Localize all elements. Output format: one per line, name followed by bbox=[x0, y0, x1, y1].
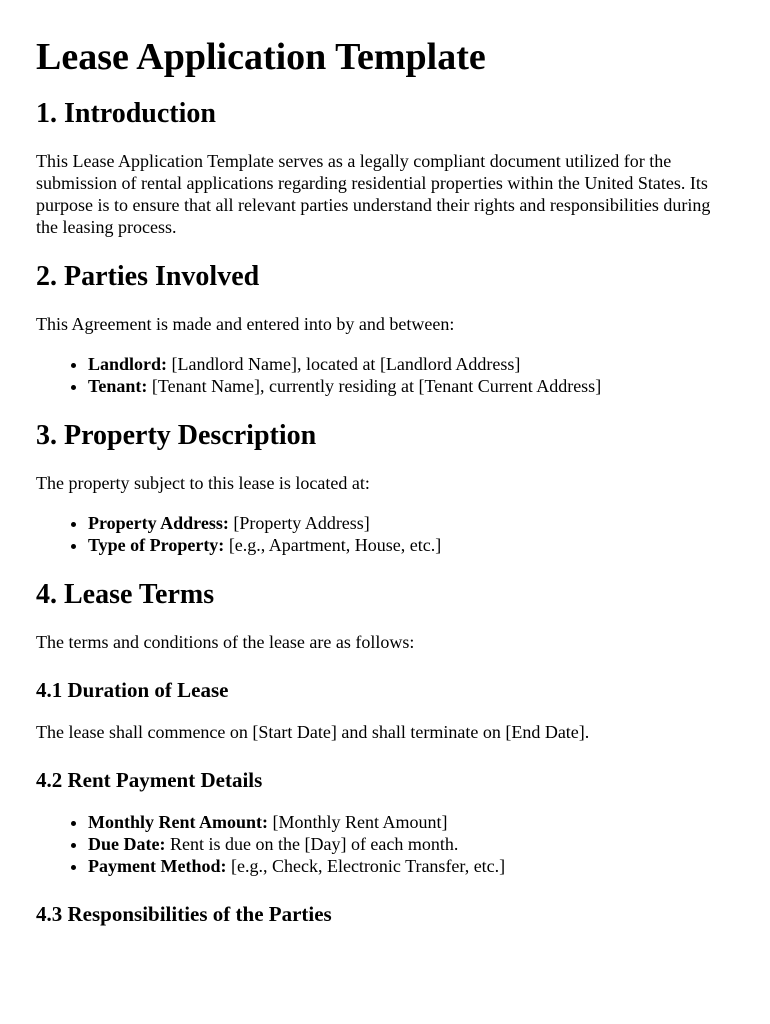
list-item-property-type bbox=[88, 534, 734, 556]
rent-list bbox=[36, 811, 734, 877]
payment-method-label: Payment Method: bbox=[88, 856, 227, 876]
introduction-paragraph: This Lease Application Template serves as a legally compliant document utilized for the submission of rental applications regarding residential properties within the United States. Its purpose is to ensure that all relevant parties understand their rights and responsibilities during the leasing process. bbox=[36, 151, 711, 237]
landlord-value: [Landlord Name], located at [Landlord Address] bbox=[167, 354, 521, 374]
list-item-payment-method bbox=[88, 855, 734, 877]
property-address-value: [Property Address] bbox=[228, 513, 370, 533]
landlord-label: Landlord: bbox=[88, 354, 168, 374]
subsection-heading-duration: 4.1 Duration of Lease bbox=[36, 678, 229, 702]
parties-list bbox=[36, 353, 734, 397]
subsection-heading-rent: 4.2 Rent Payment Details bbox=[36, 768, 263, 792]
lease-terms-paragraph: The terms and conditions of the lease are as follows: bbox=[36, 632, 415, 652]
section-heading-introduction: 1. Introduction bbox=[36, 98, 216, 129]
property-paragraph: The property subject to this lease is located at: bbox=[36, 473, 370, 493]
list-item-property-address bbox=[88, 512, 734, 534]
property-type-label: Type of Property: bbox=[88, 535, 225, 555]
parties-paragraph: This Agreement is made and entered into by and between: bbox=[36, 314, 455, 334]
section-heading-lease-terms: 4. Lease Terms bbox=[36, 579, 215, 610]
tenant-label: Tenant: bbox=[88, 376, 148, 396]
list-item-monthly-rent bbox=[88, 811, 734, 833]
list-item-due-date bbox=[88, 833, 734, 855]
tenant-value: [Tenant Name], currently residing at [Tenant Current Address] bbox=[147, 376, 602, 396]
due-date-value: Rent is due on the [Day] of each month. bbox=[165, 834, 459, 854]
list-item-landlord bbox=[88, 353, 734, 375]
duration-paragraph: The lease shall commence on [Start Date] and shall terminate on [End Date]. bbox=[36, 722, 590, 742]
due-date-label: Due Date: bbox=[88, 834, 166, 854]
monthly-rent-value: [Monthly Rent Amount] bbox=[268, 812, 448, 832]
document-title: Lease Application Template bbox=[36, 36, 486, 78]
list-item-tenant bbox=[88, 375, 734, 397]
property-list bbox=[36, 512, 734, 556]
section-heading-parties: 2. Parties Involved bbox=[36, 261, 260, 292]
property-address-label: Property Address: bbox=[88, 513, 229, 533]
property-type-value: [e.g., Apartment, House, etc.] bbox=[224, 535, 442, 555]
monthly-rent-label: Monthly Rent Amount: bbox=[88, 812, 269, 832]
section-heading-property: 3. Property Description bbox=[36, 420, 317, 451]
payment-method-value: [e.g., Check, Electronic Transfer, etc.] bbox=[226, 856, 506, 876]
subsection-heading-responsibilities: 4.3 Responsibilities of the Parties bbox=[36, 902, 332, 926]
